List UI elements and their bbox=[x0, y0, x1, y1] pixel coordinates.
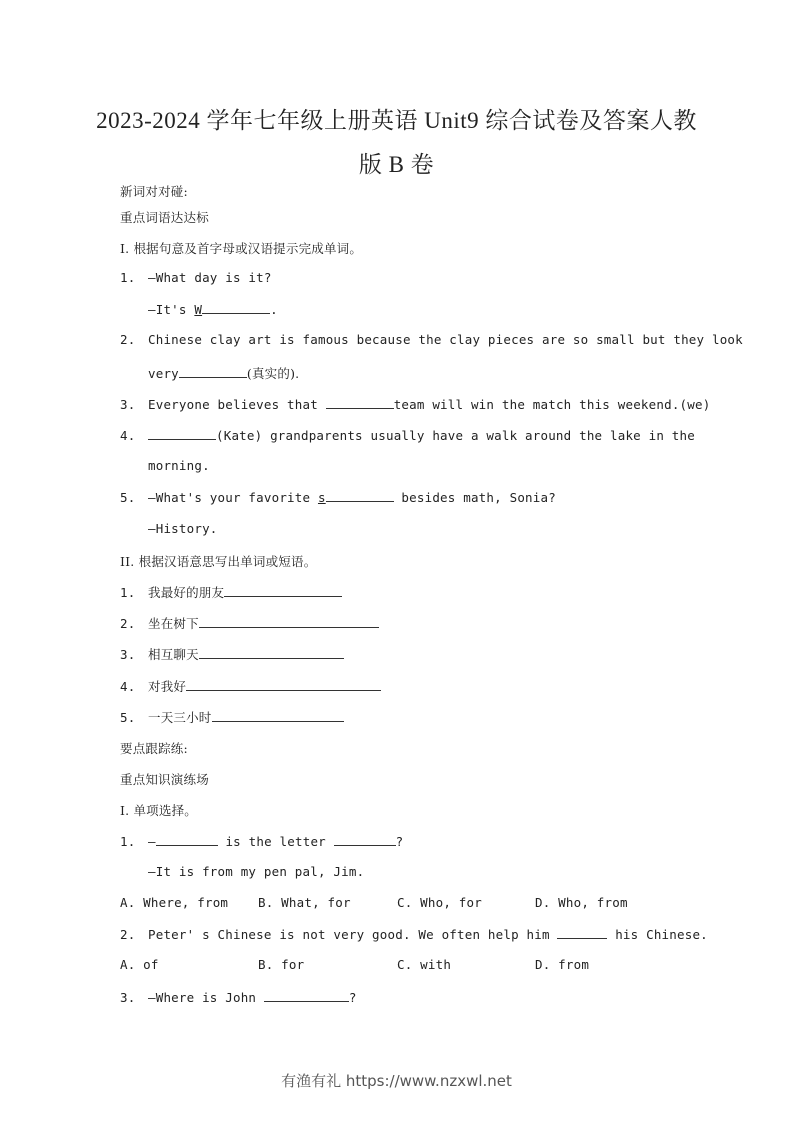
question-number: 3. bbox=[120, 647, 136, 662]
p1-q5 bbox=[120, 489, 556, 505]
answer-blank[interactable] bbox=[199, 615, 379, 628]
text: 我最好的朋友 bbox=[148, 585, 225, 600]
question-text: —What day is it? bbox=[148, 270, 272, 285]
p2-q5 bbox=[120, 708, 344, 726]
part3-heading: I. 单项选择。 bbox=[120, 803, 197, 818]
answer-blank[interactable] bbox=[179, 365, 247, 378]
p3-q1 bbox=[120, 833, 403, 849]
text: team will win the match this weekend.(we) bbox=[393, 397, 711, 412]
question-number: 1. bbox=[120, 834, 136, 849]
document-title-line1: 2023-2024 学年七年级上册英语 Unit9 综合试卷及答案人教 bbox=[96, 108, 697, 133]
hint-letter: s bbox=[317, 490, 326, 505]
option-b[interactable]: B. What, for bbox=[258, 895, 351, 910]
answer-blank[interactable] bbox=[557, 926, 607, 939]
answer-blank[interactable] bbox=[186, 678, 381, 691]
answer-blank[interactable] bbox=[326, 489, 394, 502]
hint-letter: W bbox=[194, 302, 203, 317]
section-tracking: 要点跟踪练: bbox=[120, 741, 188, 756]
text: is the letter bbox=[217, 834, 334, 849]
footer-watermark: 有渔有礼 https://www.nzxwl.net bbox=[281, 1072, 512, 1090]
part2-heading: II. 根据汉语意思写出单词或短语。 bbox=[120, 554, 317, 569]
text: (真实的). bbox=[246, 366, 300, 381]
answer-blank[interactable] bbox=[334, 833, 396, 846]
question-number: 1. bbox=[120, 270, 136, 285]
question-number: 2. bbox=[120, 332, 136, 347]
option-c[interactable]: C. Who, for bbox=[397, 895, 482, 910]
text: ? bbox=[395, 834, 404, 849]
option-d[interactable]: D. Who, from bbox=[535, 895, 628, 910]
answer-blank[interactable] bbox=[148, 427, 216, 440]
text: —What's your favorite bbox=[148, 490, 318, 505]
p1-q1-answer bbox=[148, 301, 278, 317]
p1-q4 bbox=[120, 427, 695, 443]
question-number: 1. bbox=[120, 585, 136, 600]
text: —Where is John bbox=[148, 990, 264, 1005]
text: ? bbox=[348, 990, 357, 1005]
question-number: 5. bbox=[120, 490, 136, 505]
question-number: 4. bbox=[120, 428, 136, 443]
text: very bbox=[148, 366, 179, 381]
question-number: 3. bbox=[120, 397, 136, 412]
text: (Kate) grandparents usually have a walk around the lake in the bbox=[216, 428, 695, 443]
answer-blank[interactable] bbox=[212, 709, 344, 722]
text: 对我好 bbox=[148, 679, 187, 694]
p2-q2 bbox=[120, 614, 379, 632]
document-title-line2: 版 B 卷 bbox=[358, 152, 435, 177]
p1-q2 bbox=[120, 332, 743, 347]
text: 一天三小时 bbox=[148, 710, 212, 725]
answer-blank[interactable] bbox=[156, 833, 218, 846]
question-number: 2. bbox=[120, 616, 136, 631]
p2-q3 bbox=[120, 645, 344, 663]
p3-q2 bbox=[120, 926, 708, 942]
option-d[interactable]: D. from bbox=[535, 957, 590, 972]
text: Everyone believes that bbox=[148, 397, 326, 412]
p2-q1 bbox=[120, 583, 342, 601]
p3-q1-options bbox=[120, 895, 628, 910]
answer-blank[interactable] bbox=[202, 301, 270, 314]
section-knowledge: 重点知识演练场 bbox=[120, 772, 209, 787]
section-key-words: 重点词语达达标 bbox=[120, 210, 209, 225]
answer-blank[interactable] bbox=[199, 646, 344, 659]
text: — bbox=[148, 834, 156, 849]
question-text: Chinese clay art is famous because the clay pieces are so small but they look bbox=[148, 332, 743, 347]
text: 相互聊天 bbox=[148, 647, 199, 662]
p1-q5-answer: —History. bbox=[148, 521, 218, 536]
text: Peter' s Chinese is not very good. We often help him bbox=[148, 927, 558, 942]
p1-q1 bbox=[120, 270, 272, 285]
text: his Chinese. bbox=[607, 927, 708, 942]
question-number: 2. bbox=[120, 927, 136, 942]
question-number: 5. bbox=[120, 710, 136, 725]
text: besides math, Sonia? bbox=[393, 490, 556, 505]
answer-prefix: —It's bbox=[148, 302, 195, 317]
question-number: 3. bbox=[120, 990, 136, 1005]
option-c[interactable]: C. with bbox=[397, 957, 452, 972]
answer-blank[interactable] bbox=[264, 989, 349, 1002]
answer-blank[interactable] bbox=[326, 396, 394, 409]
punct: . bbox=[270, 302, 278, 317]
section-new-words: 新词对对碰: bbox=[120, 184, 188, 199]
option-b[interactable]: B. for bbox=[258, 957, 305, 972]
option-a[interactable]: A. Where, from bbox=[120, 895, 229, 910]
p3-q1-answer: —It is from my pen pal, Jim. bbox=[148, 864, 365, 879]
p2-q4 bbox=[120, 677, 381, 695]
option-a[interactable]: A. of bbox=[120, 957, 159, 972]
answer-blank[interactable] bbox=[224, 584, 342, 597]
p1-q3 bbox=[120, 396, 710, 412]
text: 坐在树下 bbox=[148, 616, 199, 631]
part1-heading: I. 根据句意及首字母或汉语提示完成单词。 bbox=[120, 241, 363, 256]
p3-q2-options bbox=[120, 957, 589, 972]
p1-q2-cont bbox=[148, 364, 299, 382]
question-number: 4. bbox=[120, 679, 136, 694]
p3-q3 bbox=[120, 989, 357, 1005]
p1-q4-cont: morning. bbox=[148, 458, 210, 473]
